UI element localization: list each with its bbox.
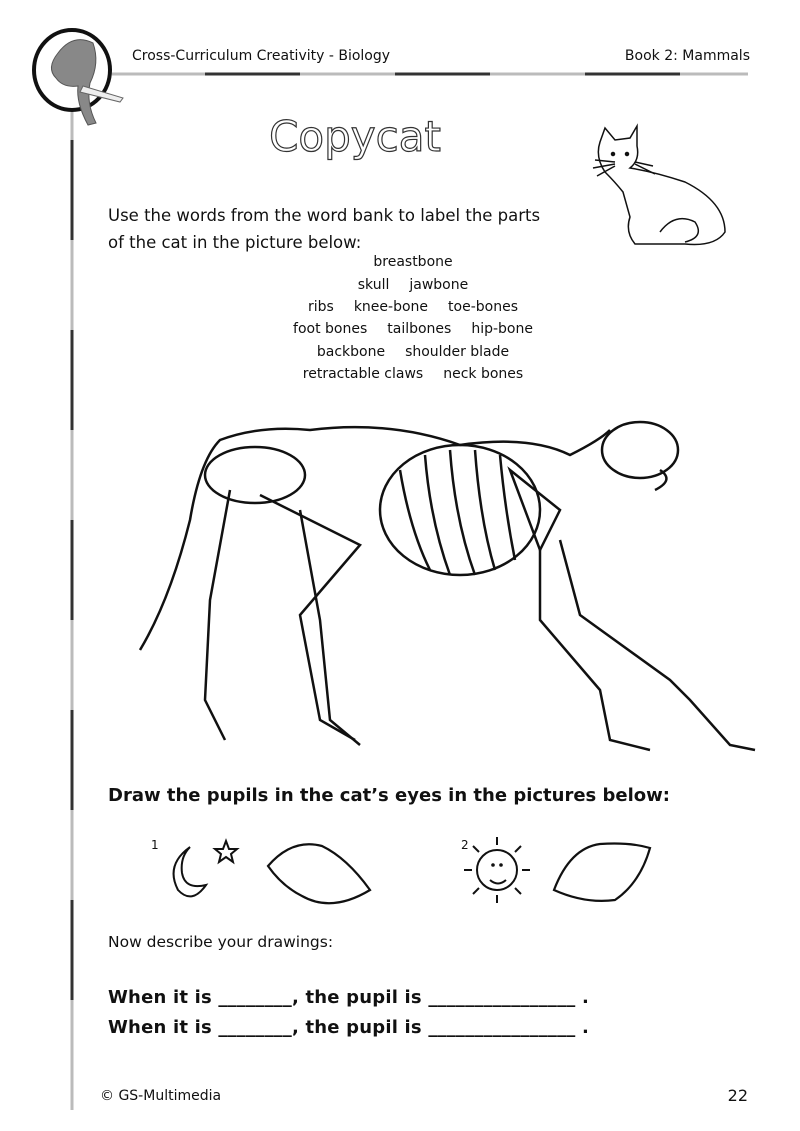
word-tailbones: tailbones xyxy=(387,321,452,337)
cat-eye-night[interactable] xyxy=(262,838,382,908)
picture-2-number: 2 xyxy=(461,838,469,852)
word-skull: skull xyxy=(357,277,390,293)
time-blank-input[interactable]: ________ xyxy=(218,1017,292,1038)
moon-and-star-icon xyxy=(160,835,250,905)
word-jawbone: jawbone xyxy=(409,277,469,293)
word-neck-bones: neck bones xyxy=(443,366,524,382)
sentence-night xyxy=(108,987,589,1008)
describe-prompt: Now describe your drawings: xyxy=(108,933,334,951)
sentence-start: When it is xyxy=(108,987,212,1008)
word-shoulder-blade: shoulder blade xyxy=(405,344,510,360)
time-blank-input[interactable]: ________ xyxy=(218,987,292,1008)
pupil-blank-input[interactable]: ________________ xyxy=(428,987,576,1008)
page-title: Copycat xyxy=(269,112,441,161)
page-number: 22 xyxy=(727,1086,748,1105)
word-toe-bones: toe-bones xyxy=(448,299,518,315)
word-breastbone: breastbone xyxy=(373,254,453,270)
sun-icon xyxy=(462,833,537,908)
word-backbone: backbone xyxy=(316,344,386,360)
word-ribs: ribs xyxy=(308,299,334,315)
sentence-day xyxy=(108,1017,589,1038)
header-book-title: Book 2: Mammals xyxy=(624,48,750,64)
sentence-middle: , the pupil is xyxy=(291,987,422,1008)
cat-eye-day[interactable] xyxy=(550,838,660,908)
sentence-end: . xyxy=(575,987,590,1008)
picture-1-number: 1 xyxy=(151,838,159,852)
elephant-logo-icon xyxy=(28,28,128,133)
cat-skeleton-illustration xyxy=(130,400,770,760)
sentence-start: When it is xyxy=(108,1017,212,1038)
footer-copyright: © GS-Multimedia xyxy=(100,1088,222,1104)
word-knee-bone: knee-bone xyxy=(353,299,429,315)
sentence-end: . xyxy=(575,1017,590,1038)
word-foot-bones: foot bones xyxy=(293,321,368,337)
header-series-title: Cross-Curriculum Creativity - Biology xyxy=(132,48,391,64)
instruction-line-1: Use the words from the word bank to label the parts xyxy=(108,206,541,225)
instruction-text xyxy=(108,202,540,256)
pupil-blank-input[interactable]: ________________ xyxy=(428,1017,576,1038)
word-retractable-claws: retractable claws xyxy=(302,366,424,382)
instruction-line-2: of the cat in the picture below: xyxy=(108,233,362,252)
pupils-instruction: Draw the pupils in the cat’s eyes in the pictures below: xyxy=(108,785,670,806)
sentence-middle: , the pupil is xyxy=(291,1017,422,1038)
word-hip-bone: hip-bone xyxy=(471,321,533,337)
cat-drawing-icon xyxy=(575,122,755,252)
